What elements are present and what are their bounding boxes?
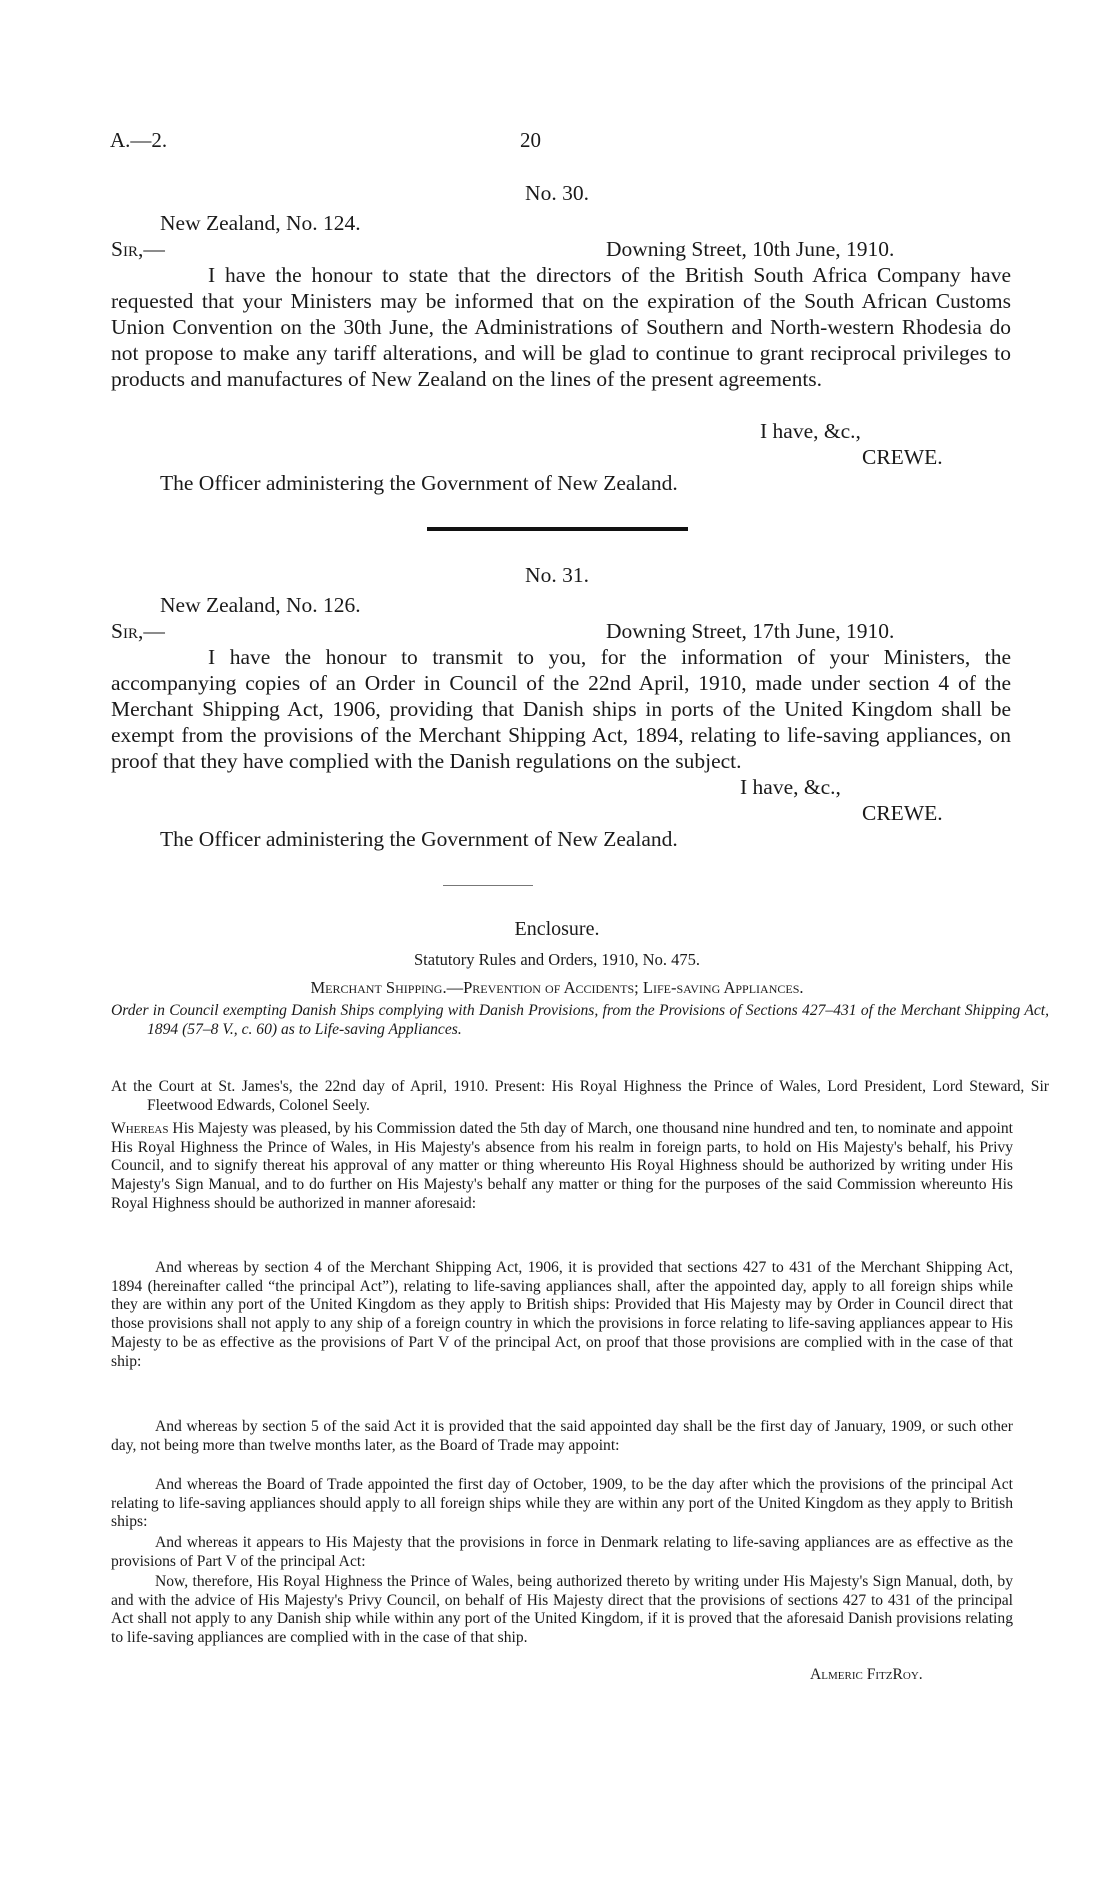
recital-board-of-trade: And whereas the Board of Trade appointed the first day of October, 1909, to be the day after which the provisions of the principal Act relating to life-saving appliances should apply to all foreign ships while they are within any port of the United Kingdom as they apply to British ships: [111,1476,1013,1531]
letter-31-reference: New Zealand, No. 126. [160,593,361,617]
letter-31-salutation: Sir,— [111,619,165,643]
section-divider [427,527,688,531]
order-signature: Almeric FitzRoy. [810,1666,923,1683]
enclosure-heading: Enclosure. [514,918,600,940]
enclosure-rules-reference: Statutory Rules and Orders, 1910, No. 475. [414,950,700,969]
letter-30-body: I have the honour to state that the directors of the British South Africa Company have requested that your Ministers may be informed that on the expiration of the South African Customs Union Convention on the 30th June, the Administrations of Southern and North-western Rhodesia do not propose to make any tariff alterations, and will be glad to continue to grant reciprocal privileges to products and manufactures of New Zealand on the lines of the present agreements. [111,263,1011,391]
letter-30-number: No. 30. [525,181,589,205]
letter-31-addressee: The Officer administering the Government of New Zealand. [160,827,678,851]
letter-30-closing: I have, &c., [760,419,861,443]
letter-31-closing: I have, &c., [740,775,841,799]
letter-30-reference: New Zealand, No. 124. [160,211,361,235]
recital-denmark: And whereas it appears to His Majesty that the provisions in force in Denmark relating to life-saving appliances are as effective as the provisions of Part V of the principal Act: [111,1534,1013,1570]
recital-section-5: And whereas by section 5 of the said Act it is provided that the said appointed day shall be the first day of January, 1909, or such other day, not being more than twelve months later, as the Board of Trade may appoint: [111,1418,1013,1454]
recital-section-4: And whereas by section 4 of the Merchant Shipping Act, 1906, it is provided that sections 427 to 431 of the Merchant Shipping Act, 1894 (hereinafter called “the principal Act”), relating to life-saving appliances shall, after the appointed day, apply to all foreign ships while they are within any port of the United Kingdom as they apply to British ships: Provided that His Majesty may by Order in Council direct that those provisions shall not apply to any ship of a foreign country in which the provisions in force relating to life-saving appliances appear to His Majesty to be as effective as the provisions of Part V of the principal Act, on proof that those provisions are complied with in the case of that ship: [111,1259,1013,1370]
operative-direction: Now, therefore, His Royal Highness the Prince of Wales, being authorized thereto by writing under His Majesty's Sign Manual, doth, by and with the advice of His Majesty's Privy Council, on behalf of His Majesty direct that the provisions of sections 427 to 431 of the principal Act shall not apply to any Danish ship while within any port of the United Kingdom, if it is proved that the aforesaid Danish provisions relating to life-saving appliances are complied with in the case of that ship. [111,1573,1013,1647]
enclosure-divider [443,885,533,886]
court-line: At the Court at St. James's, the 22nd day of April, 1910. Present: His Royal Highness the Prince of Wales, Lord President, Lord Steward, Sir Fleetwood Edwards, Colonel Seely. [111,1078,1049,1114]
page-number: 20 [520,128,541,152]
order-title: Order in Council exempting Danish Ships complying with Danish Provisions, from the Provisions of Sections 427–431 of the Merchant Shipping Act, 1894 (57–8 V., c. 60) as to Life-saving Appliances. [111,1002,1049,1038]
recital-whereas [111,1120,1013,1214]
letter-30-signature: CREWE. [862,445,943,469]
letter-30-addressee: The Officer administering the Government of New Zealand. [160,471,678,495]
letter-31-signature: CREWE. [862,801,943,825]
letter-31-place-date: Downing Street, 17th June, 1910. [606,619,895,643]
recital-whereas-text: His Majesty was pleased, by his Commission dated the 5th day of March, one thousand nine hundred and ten, to nominate and appoint His Royal Highness the Prince of Wales, in His Majesty's absence from his realm in foreign parts, to hold on His Majesty's behalf, his Privy Council, and to signify thereat his approval of any matter or thing whereunto His Royal Highness should be authorized by writing under His Majesty's Sign Manual, and to do further on His Majesty's behalf any matter or thing for the purposes of the said Commission whereunto His Royal Highness should be authorized in manner aforesaid: [111,1120,1013,1212]
enclosure-subject: Merchant Shipping.—Prevention of Accidents; Life-saving Appliances. [310,978,804,997]
document-code: A.—2. [110,128,168,152]
letter-31-number: No. 31. [525,563,589,587]
letter-30-place-date: Downing Street, 10th June, 1910. [606,237,895,261]
whereas-lead: Whereas [111,1120,169,1137]
letter-30-salutation: Sir,— [111,237,165,261]
letter-31-body: I have the honour to transmit to you, for the information of your Ministers, the accompanying copies of an Order in Council of the 22nd April, 1910, made under section 4 of the Merchant Shipping Act, 1906, providing that Danish ships in ports of the United Kingdom shall be exempt from the provisions of the Merchant Shipping Act, 1894, relating to life-saving appliances, on proof that they have complied with the Danish regulations on the subject. [111,645,1011,773]
